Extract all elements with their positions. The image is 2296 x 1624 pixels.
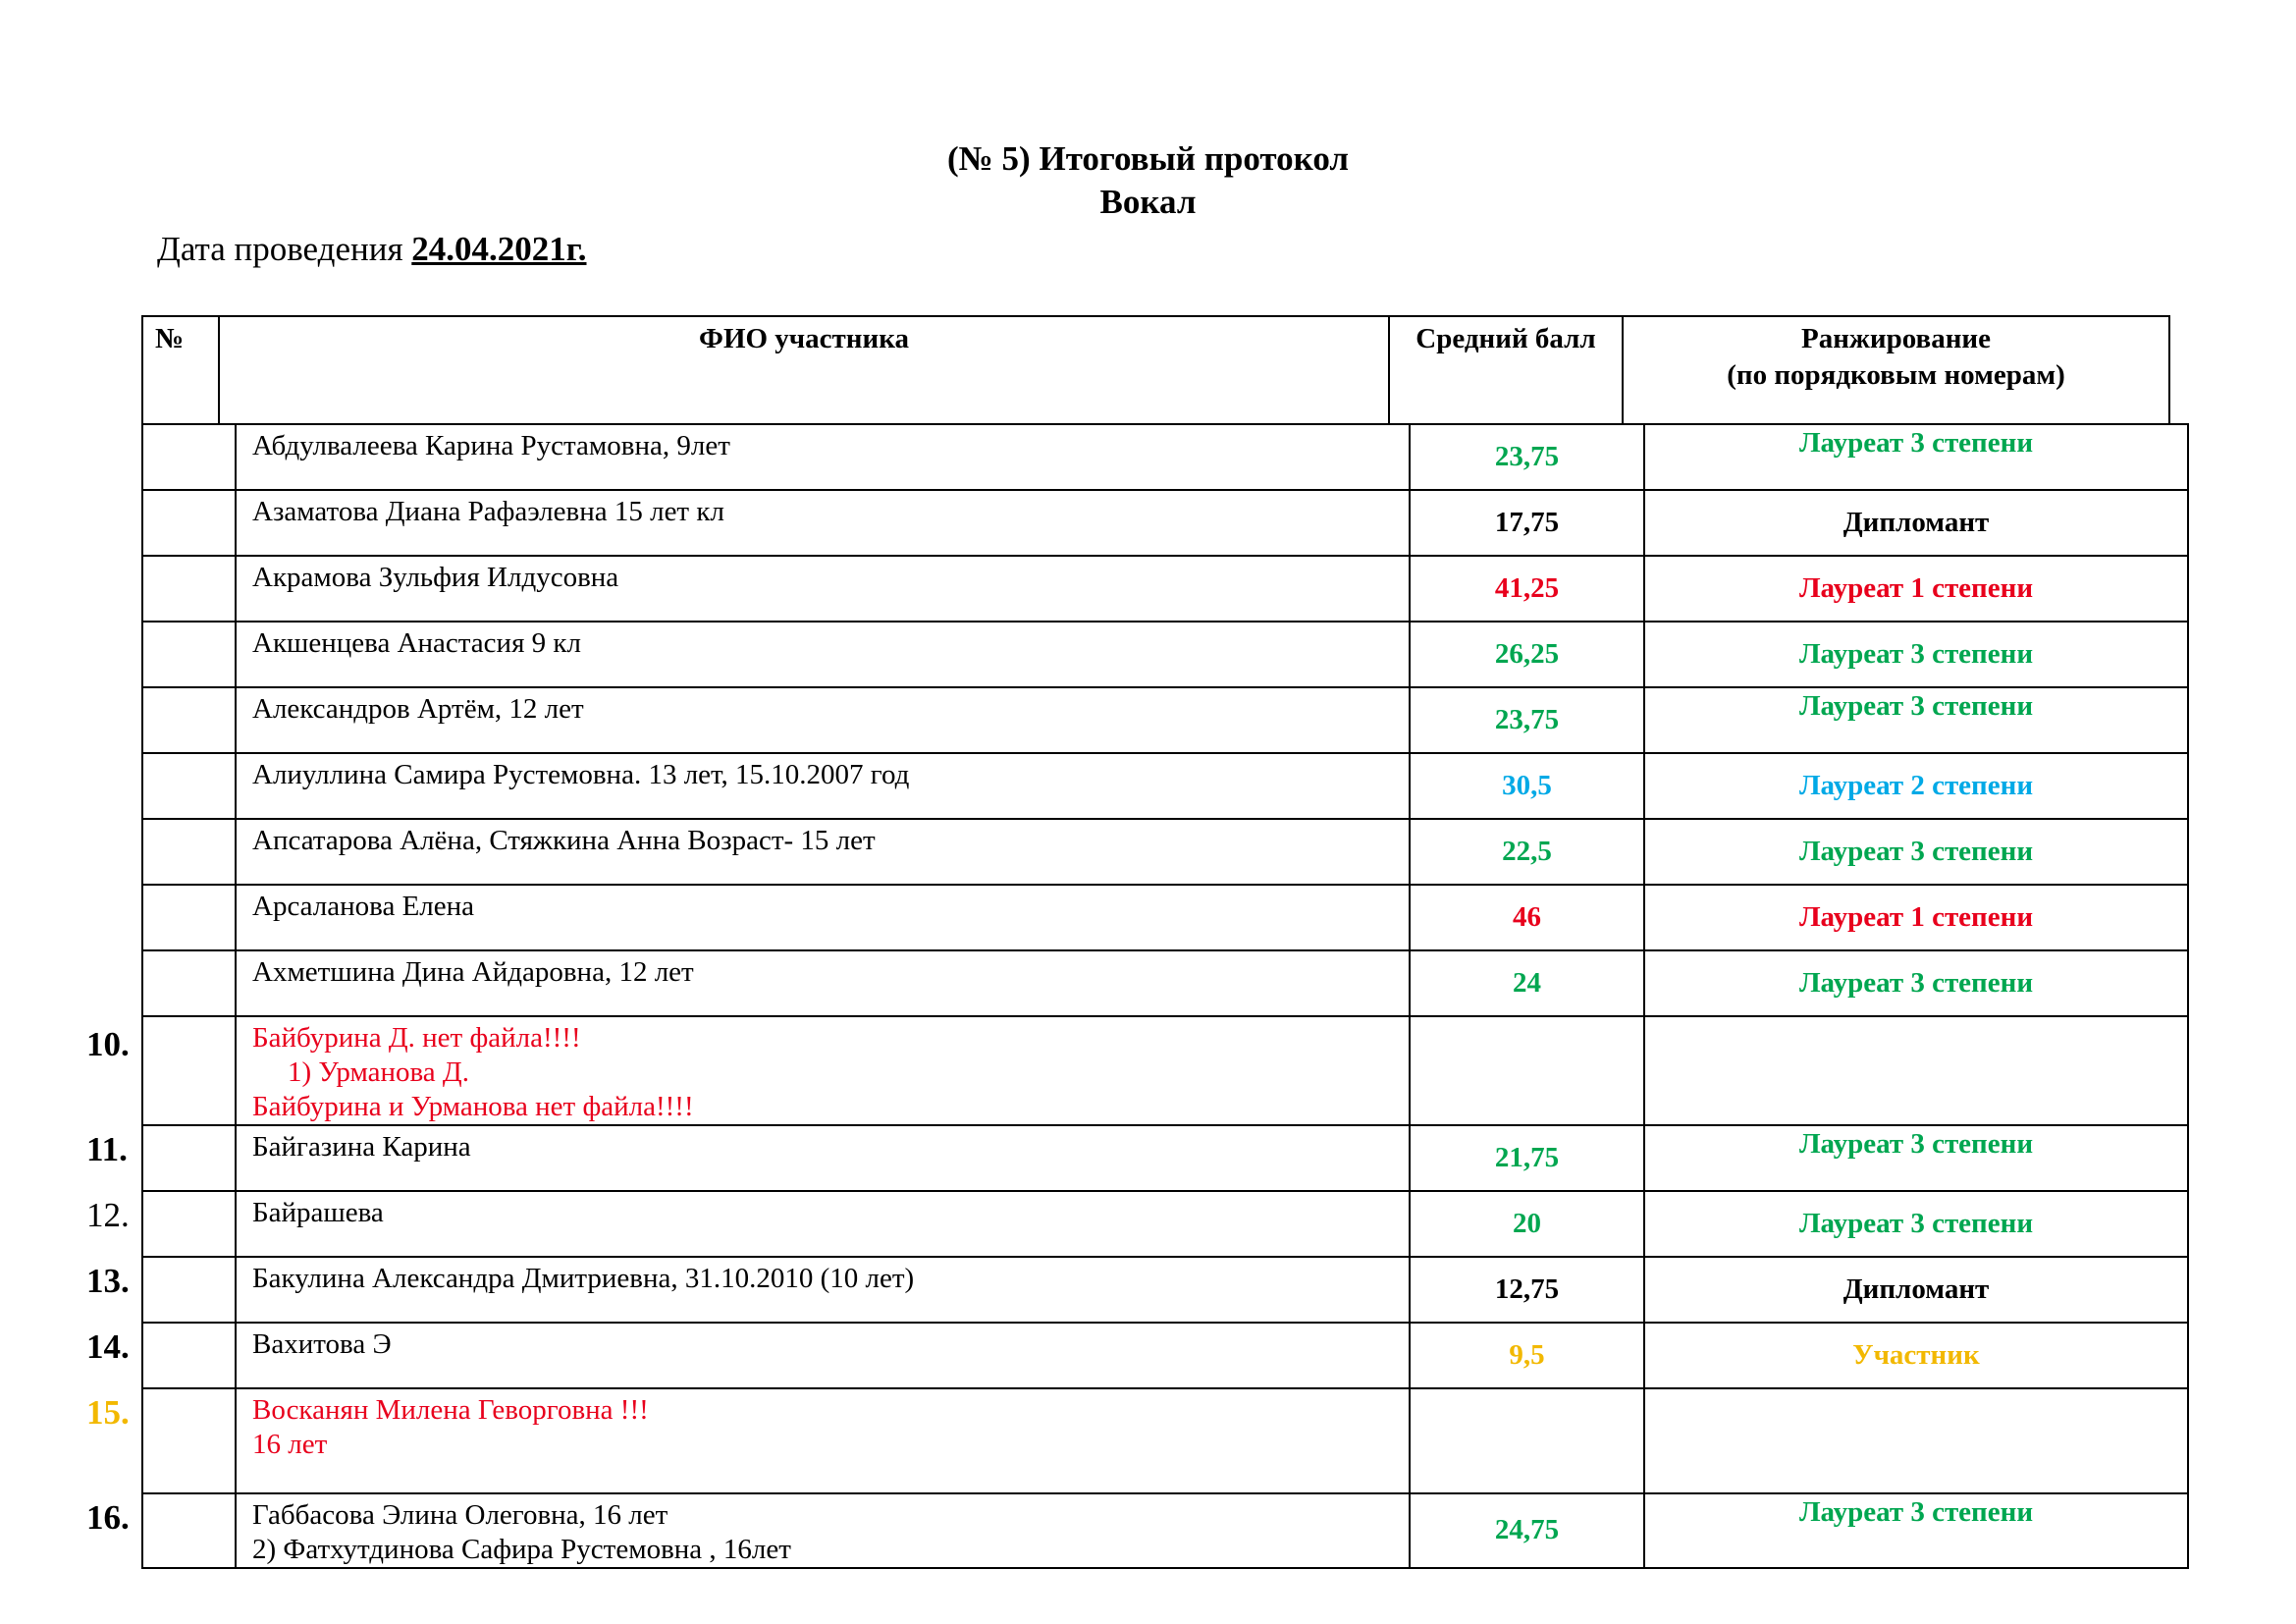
participant-name: Александров Артём, 12 лет: [252, 693, 584, 725]
ranking-award: Лауреат 3 степени: [1798, 1128, 2034, 1160]
row-number-cell: [142, 1016, 236, 1125]
table-row: [142, 1191, 2188, 1257]
participant-name-cell: [236, 424, 1410, 490]
header-row: [142, 316, 2169, 424]
results-table-header: [141, 315, 2170, 425]
row-number-cell: [142, 556, 236, 622]
participant-name-cell: [236, 753, 1410, 819]
participant-name-cell: [236, 490, 1410, 556]
average-score-cell: [1410, 1016, 1644, 1125]
results-table: [141, 423, 2189, 1569]
average-score-cell: [1410, 950, 1644, 1016]
protocol-subtitle: Вокал: [1099, 183, 1197, 221]
ranking-cell: [1644, 622, 2188, 687]
ranking-award: [1645, 1017, 2187, 1033]
row-number: 16.: [86, 1498, 130, 1537]
ranking-cell: [1644, 819, 2188, 885]
average-score-cell: [1410, 885, 1644, 950]
ranking-cell: [1644, 885, 2188, 950]
average-score-cell: [1410, 1257, 1644, 1323]
results-table-body: [142, 424, 2188, 1568]
participant-name-cell: [236, 950, 1410, 1016]
ranking-award: Лауреат 3 степени: [1798, 690, 2034, 722]
header-average-score: Средний балл: [1389, 316, 1623, 424]
participant-name: Ахметшина Дина Айдаровна, 12 лет: [252, 956, 694, 988]
ranking-cell: [1644, 490, 2188, 556]
ranking-award: Лауреат 3 степени: [1798, 638, 2034, 670]
date-label: Дата проведения: [157, 230, 403, 268]
average-score: 12,75: [1494, 1273, 1560, 1305]
average-score: 20: [1513, 1208, 1541, 1239]
participant-name: 1) Урманова Д.: [288, 1056, 469, 1088]
header-ranking-title: Ранжирование: [1800, 323, 1992, 354]
ranking-cell: [1644, 1493, 2188, 1568]
average-score: [1411, 1389, 1643, 1405]
row-number-cell: [142, 1323, 236, 1388]
average-score: 21,75: [1494, 1142, 1560, 1173]
ranking-award: Лауреат 2 степени: [1798, 770, 2034, 801]
table-row: [142, 556, 2188, 622]
table-row: [142, 687, 2188, 753]
table-row: [142, 1323, 2188, 1388]
average-score: 26,25: [1494, 638, 1560, 670]
ranking-award: Лауреат 3 степени: [1798, 967, 2034, 999]
row-number: 14.: [86, 1327, 130, 1366]
row-number-cell: [142, 753, 236, 819]
average-score-cell: [1410, 1388, 1644, 1493]
row-number: 11.: [86, 1130, 128, 1168]
row-number-cell: [142, 424, 236, 490]
average-score: 30,5: [1502, 770, 1552, 801]
average-score-cell: [1410, 1493, 1644, 1568]
participant-name: Восканян Милена Геворговна !!!: [252, 1394, 649, 1426]
ranking-cell: [1644, 1257, 2188, 1323]
participant-name-cell: [236, 687, 1410, 753]
average-score: [1411, 1017, 1643, 1033]
average-score-cell: [1410, 622, 1644, 687]
table-row: [142, 819, 2188, 885]
participant-name-cell: [236, 885, 1410, 950]
average-score-cell: [1410, 1125, 1644, 1191]
ranking-award: Лауреат 1 степени: [1798, 572, 2034, 604]
participant-name: Азаматова Диана Рафаэлевна 15 лет кл: [252, 496, 724, 527]
participant-name: Акрамова Зульфия Илдусовна: [252, 562, 619, 593]
date-value: 24.04.2021г.: [411, 230, 587, 268]
participant-name: Бакулина Александра Дмитриевна, 31.10.2010 (10 лет): [252, 1263, 915, 1294]
average-score: 41,25: [1494, 572, 1560, 604]
row-number: 15.: [86, 1393, 130, 1432]
average-score: 24: [1513, 967, 1541, 999]
table-row: [142, 950, 2188, 1016]
participant-name-cell: [236, 1257, 1410, 1323]
table-row: [142, 1388, 2188, 1493]
table-row: [142, 1493, 2188, 1568]
header-ranking-note: (по порядковым номерам): [1727, 359, 2065, 391]
header-participant-name: ФИО участника: [219, 316, 1389, 424]
row-number-cell: [142, 622, 236, 687]
participant-name: 2) Фатхутдинова Сафира Рустемовна , 16лет: [252, 1534, 791, 1565]
participant-name: Байгазина Карина: [252, 1131, 471, 1163]
ranking-cell: [1644, 424, 2188, 490]
participant-name: Байбурина Д. нет файла!!!!: [252, 1022, 581, 1054]
ranking-cell: [1644, 687, 2188, 753]
participant-name: Апсатарова Алёна, Стяжкина Анна Возраст- 15 лет: [252, 825, 876, 856]
row-number: 10.: [86, 1025, 130, 1063]
ranking-award: Лауреат 3 степени: [1798, 1208, 2034, 1239]
average-score: 17,75: [1494, 507, 1560, 538]
participant-name-cell: [236, 1191, 1410, 1257]
ranking-award: Лауреат 3 степени: [1798, 1496, 2034, 1528]
participant-name: Арсаланова Елена: [252, 891, 475, 922]
ranking-cell: [1644, 950, 2188, 1016]
participant-name-cell: [236, 622, 1410, 687]
average-score: 9,5: [1509, 1339, 1545, 1371]
row-number: 12.: [86, 1196, 130, 1234]
table-row: [142, 1257, 2188, 1323]
ranking-cell: [1644, 1323, 2188, 1388]
row-number-cell: [142, 490, 236, 556]
average-score-cell: [1410, 556, 1644, 622]
table-row: [142, 1016, 2188, 1125]
participant-name-cell: [236, 1125, 1410, 1191]
table-row: [142, 885, 2188, 950]
row-number-cell: [142, 1125, 236, 1191]
participant-name: Байрашева: [252, 1197, 384, 1228]
table-row: [142, 753, 2188, 819]
average-score-cell: [1410, 753, 1644, 819]
table-row: [142, 622, 2188, 687]
row-number-cell: [142, 1388, 236, 1493]
average-score: 23,75: [1494, 704, 1560, 735]
participant-name: Акшенцева Анастасия 9 кл: [252, 627, 581, 659]
ranking-cell: [1644, 1016, 2188, 1125]
participant-name: Габбасова Элина Олеговна, 16 лет: [252, 1499, 668, 1531]
protocol-title: (№ 5) Итоговый протокол: [946, 139, 1349, 178]
ranking-cell: [1644, 753, 2188, 819]
ranking-award: Участник: [1852, 1339, 1980, 1371]
ranking-award: Дипломант: [1842, 1273, 1990, 1305]
row-number: 13.: [86, 1262, 130, 1300]
row-number-cell: [142, 1493, 236, 1568]
ranking-award: Лауреат 1 степени: [1798, 901, 2034, 933]
participant-name-cell: [236, 819, 1410, 885]
ranking-cell: [1644, 1388, 2188, 1493]
average-score-cell: [1410, 1191, 1644, 1257]
average-score: 23,75: [1494, 441, 1560, 472]
ranking-cell: [1644, 1125, 2188, 1191]
ranking-award: Лауреат 3 степени: [1798, 836, 2034, 867]
header-number: №: [142, 316, 219, 424]
average-score-cell: [1410, 1323, 1644, 1388]
row-number-cell: [142, 1191, 236, 1257]
participant-name-cell: [236, 1388, 1410, 1493]
participant-name-cell: [236, 1016, 1410, 1125]
average-score-cell: [1410, 424, 1644, 490]
ranking-cell: [1644, 1191, 2188, 1257]
row-number-cell: [142, 1257, 236, 1323]
average-score-cell: [1410, 819, 1644, 885]
date-line: [157, 230, 587, 269]
participant-name: Вахитова Э: [252, 1328, 392, 1360]
table-row: [142, 424, 2188, 490]
row-number-cell: [142, 819, 236, 885]
ranking-cell: [1644, 556, 2188, 622]
ranking-award: Дипломант: [1842, 507, 1990, 538]
average-score-cell: [1410, 687, 1644, 753]
average-score: 22,5: [1502, 836, 1552, 867]
participant-name-cell: [236, 556, 1410, 622]
participant-name-cell: [236, 1323, 1410, 1388]
participant-name: Абдулвалеева Карина Рустамовна, 9лет: [252, 430, 730, 461]
participant-name: Байбурина и Урманова нет файла!!!!: [252, 1091, 694, 1122]
table-row: [142, 1125, 2188, 1191]
row-number-cell: [142, 687, 236, 753]
row-number-cell: [142, 885, 236, 950]
average-score-cell: [1410, 490, 1644, 556]
participant-name: Алиуллина Самира Рустемовна. 13 лет, 15.10.2007 год: [252, 759, 910, 790]
header-ranking: [1623, 316, 2169, 424]
average-score: 24,75: [1494, 1514, 1560, 1545]
ranking-award: Лауреат 3 степени: [1798, 427, 2034, 459]
average-score: 46: [1513, 901, 1541, 933]
row-number-cell: [142, 950, 236, 1016]
participant-name: 16 лет: [252, 1429, 328, 1460]
participant-name-cell: [236, 1493, 1410, 1568]
table-row: [142, 490, 2188, 556]
ranking-award: [1645, 1389, 2187, 1405]
